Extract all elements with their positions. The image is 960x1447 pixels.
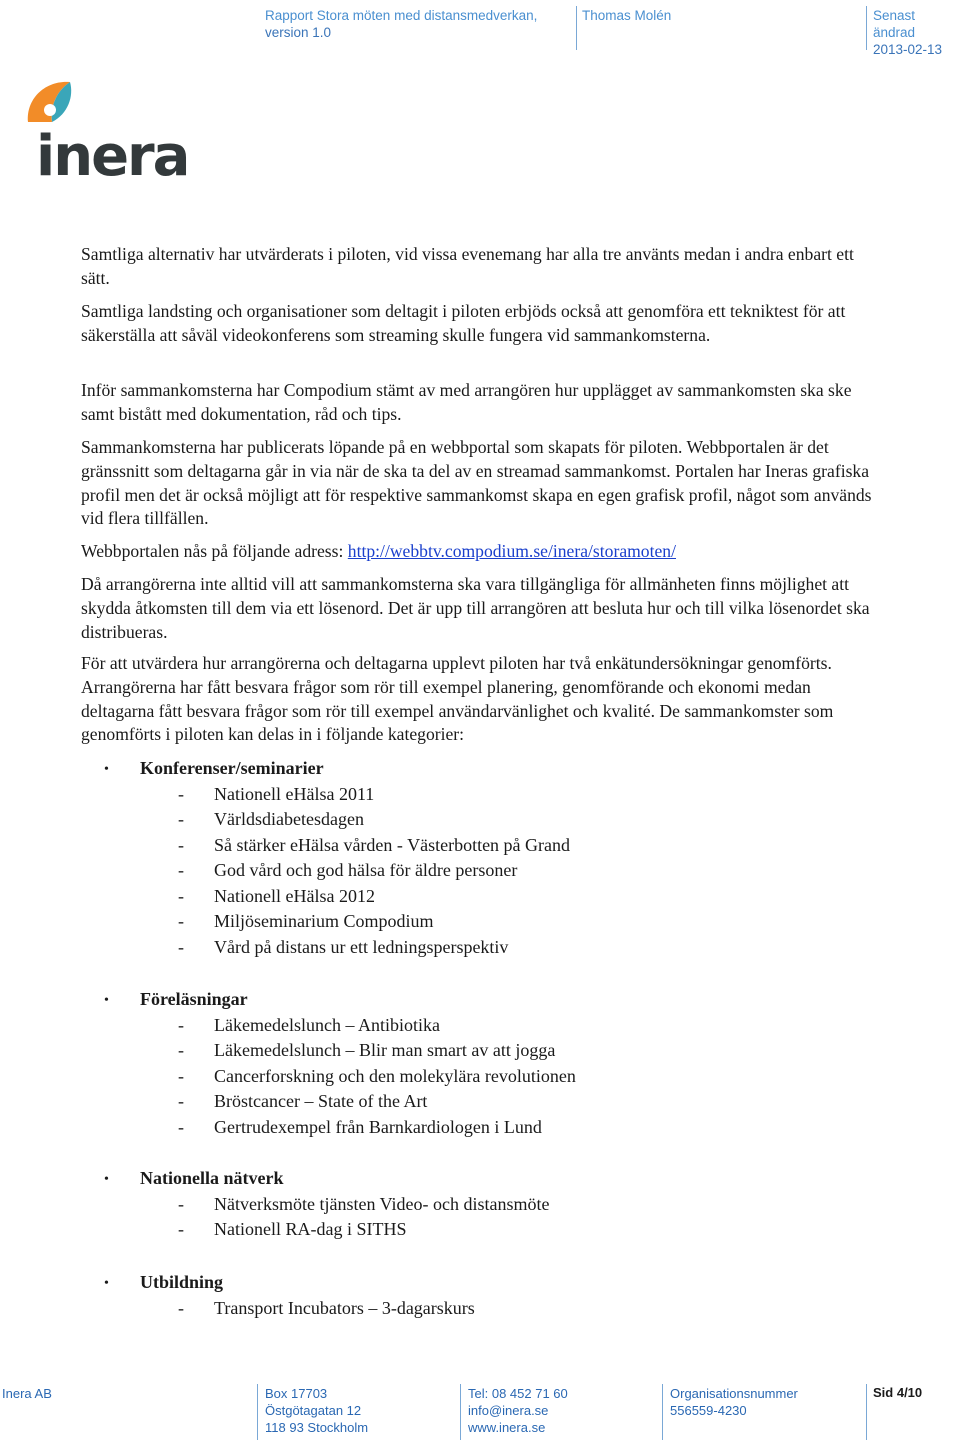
footer-org <box>670 1385 798 1419</box>
category-item: Världsdiabetesdagen <box>214 809 364 829</box>
dash-marker: - <box>178 1193 184 1214</box>
paragraph-5 <box>81 540 881 564</box>
category-item: Läkemedelslunch – Antibiotika <box>214 1014 440 1035</box>
category-title: Föreläsningar <box>140 989 248 1009</box>
footer-contact <box>468 1385 568 1436</box>
header-report-title <box>265 7 537 41</box>
category-title: Utbildning <box>140 1272 224 1292</box>
changed-date: 2013-02-13 <box>873 42 943 57</box>
footer-address <box>265 1385 368 1436</box>
paragraph-text: Då arrangörerna inte alltid vill att sammankomsterna ska vara tillgängliga för allmänheten finns möjlighet att skydda åtkomsten till dem via ett lösenord. Det är upp till arrangören att besluta hur och till vilka lösenordet ska distribueras. <box>81 574 870 642</box>
category-item: Så stärker eHälsa vården - Västerbotten på Grand <box>214 834 571 855</box>
dash-marker: - <box>178 1116 184 1137</box>
dash-marker: - <box>178 860 184 880</box>
footer-divider <box>257 1384 258 1440</box>
address-city: 118 93 Stockholm <box>265 1420 369 1435</box>
report-title-line1: Rapport Stora möten med distansmedverkan, <box>265 8 538 23</box>
author-name: Thomas Molén <box>582 8 672 23</box>
dash-marker: - <box>178 1297 184 1318</box>
bullet-icon: • <box>104 1276 109 1291</box>
org-label: Organisationsnummer <box>670 1386 798 1401</box>
dash-marker: - <box>178 783 184 804</box>
paragraph-text: Sammankomsterna har publicerats löpande på en webbportal som skapats för piloten. Webbportalen är det gränssnitt som deltagarna går in via när de ska ta del av en streamad sammankomst. Portalen har Ineras grafiska profil men det är också möjligt att för respektive sammankomst skapa en egen grafisk profil, något som används vid flera tillfällen. <box>81 437 872 529</box>
contact-web[interactable]: www.inera.se <box>468 1420 546 1435</box>
changed-label: Senast ändrad <box>873 8 916 40</box>
paragraph-6 <box>81 573 881 644</box>
category-title: Nationella nätverk <box>140 1168 284 1188</box>
dash-marker: - <box>178 1014 184 1035</box>
webportal-link[interactable]: http://webbtv.compodium.se/inera/storamoten/ <box>347 541 676 561</box>
contact-email[interactable]: info@inera.se <box>468 1403 549 1418</box>
dash-marker: - <box>178 911 184 931</box>
category-item: Bröstcancer – State of the Art <box>214 1091 428 1111</box>
category-item: Nätverksmöte tjänsten Video- och distansmöte <box>214 1193 550 1214</box>
category-item: Nationell eHälsa 2012 <box>214 885 375 906</box>
category-item: Vård på distans ur ett ledningsperspektiv <box>214 936 509 957</box>
paragraph-4 <box>81 436 881 531</box>
category-item: Transport Incubators – 3-dagarskurs <box>214 1297 475 1318</box>
category-item: Nationell RA-dag i SITHS <box>214 1219 407 1239</box>
bullet-icon: • <box>104 1172 109 1187</box>
company-name: Inera AB <box>2 1386 52 1401</box>
category-title: Konferenser/seminarier <box>140 758 324 778</box>
paragraph-text: Webbportalen nås på följande adress: <box>81 541 348 561</box>
bullet-icon: • <box>104 993 109 1008</box>
dash-marker: - <box>178 885 184 906</box>
logo-text: inera <box>36 124 189 182</box>
footer-divider <box>866 1384 867 1440</box>
paragraph-text: Samtliga landsting och organisationer som deltagit i piloten erbjöds också att genomföra ett tekniktest för att säkerställa att såväl videokonferens som streaming skulle fungera vid sammankomsterna. <box>81 301 846 345</box>
category-item: Nationell eHälsa 2011 <box>214 783 375 804</box>
page-number: Sid 4/10 <box>873 1385 923 1400</box>
dash-marker: - <box>178 809 184 829</box>
paragraph-text: Samtliga alternativ har utvärderats i piloten, vid vissa evenemang har alla tre använts medan i andra enbart ett sätt. <box>81 244 854 288</box>
paragraph-text: För att utvärdera hur arrangörerna och deltagarna upplevt piloten har två enkätundersökningar genomförts. Arrangörerna har fått besvara frågor som rör till exempel planering, genomförande och ekonomi medan deltagarna fått besvara frågor som rör till exempel användarvänlighet och kvalité. De sammankomster som genomförts i piloten kan delas in i följande kategorier: <box>81 653 834 745</box>
contact-tel: Tel: 08 452 71 60 <box>468 1386 568 1401</box>
inera-logo-icon <box>24 74 194 182</box>
category-item: Läkemedelslunch – Blir man smart av att jogga <box>214 1040 556 1060</box>
paragraph-2 <box>81 300 881 348</box>
dash-marker: - <box>178 834 184 855</box>
paragraph-7 <box>81 652 881 747</box>
header-divider <box>866 6 867 50</box>
dash-marker: - <box>178 1091 184 1111</box>
paragraph-3 <box>81 379 881 427</box>
category-item: Gertrudexempel från Barnkardiologen i Lund <box>214 1116 542 1137</box>
report-title-line2: version 1.0 <box>265 25 332 40</box>
footer-company <box>2 1385 52 1402</box>
footer-divider <box>662 1384 663 1440</box>
category-item: Miljöseminarium Compodium <box>214 911 434 931</box>
category-item: God vård och god hälsa för äldre personer <box>214 860 518 880</box>
paragraph-text: Inför sammankomsterna har Compodium stämt av med arrangören hur upplägget av sammankomsten ska ske samt bistått med dokumentation, råd och tips. <box>81 380 852 424</box>
address-street: Östgötagatan 12 <box>265 1403 362 1418</box>
bullet-icon: • <box>104 762 109 777</box>
address-box: Box 17703 <box>265 1386 328 1401</box>
org-number: 556559-4230 <box>670 1403 747 1418</box>
inera-logo <box>24 74 194 182</box>
paragraph-1 <box>81 243 881 291</box>
category-item: Cancerforskning och den molekylära revolutionen <box>214 1065 576 1086</box>
dash-marker: - <box>178 1040 184 1060</box>
header-author <box>582 7 671 24</box>
header-divider <box>576 6 577 50</box>
dash-marker: - <box>178 936 184 957</box>
header-changed <box>873 7 960 58</box>
dash-marker: - <box>178 1065 184 1086</box>
dash-marker: - <box>178 1219 184 1239</box>
footer-divider <box>460 1384 461 1440</box>
